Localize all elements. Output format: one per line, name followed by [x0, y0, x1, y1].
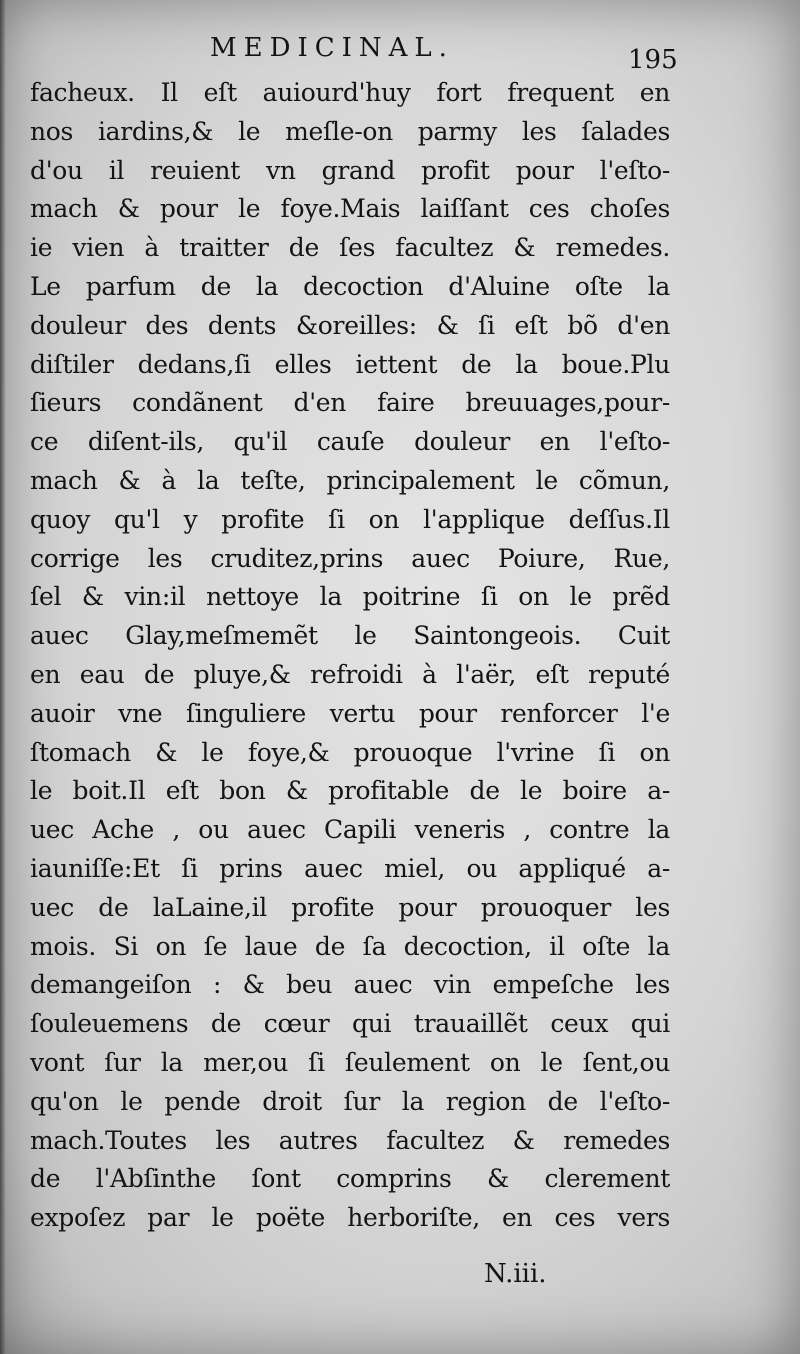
text-line: en eau de pluye,& refroidi à l'aër, eſt reputé [30, 659, 670, 689]
text-line: mach.Toutes les autres facultez & remedes [30, 1125, 670, 1155]
page-number: 195 [628, 45, 678, 75]
text-line: ſel & vin:il nettoye la poitrine ſi on le prẽd [30, 582, 670, 612]
page-header [0, 30, 800, 75]
body-text [30, 74, 670, 1238]
text-line: le boit.Il eſt bon & profitable de le boire a- [30, 776, 670, 806]
text-line: quoy qu'l y profite ſi on l'applique deſſus.Il [30, 504, 670, 534]
text-line: douleur des dents &oreilles: & ſi eſt bõ d'en [30, 310, 670, 340]
text-line: facheux. Il eſt auiourd'huy fort frequent en [30, 78, 670, 107]
signature-mark: N.iii. [484, 1259, 547, 1289]
text-line: mach & à la teſte, principalement le cõmun, [30, 465, 670, 495]
text-line: auoir vne ſinguliere vertu pour renforcer l'e [30, 698, 670, 728]
text-line: ie vien à traitter de ſes facultez & remedes. [30, 233, 670, 263]
running-title: MEDICINAL. [210, 33, 454, 63]
text-line: d'ou il reuient vn grand profit pour l'eſto- [30, 155, 670, 185]
text-line: ſieurs condãnent d'en faire breuuages,pour- [30, 388, 670, 418]
text-line: vont ſur la mer,ou ſi ſeulement on le ſent,ou [30, 1047, 670, 1077]
text-line: qu'on le pende droit ſur la region de l'eſto- [30, 1086, 670, 1116]
text-line: ſtomach & le foye,& prouoque l'vrine ſi on [30, 737, 670, 767]
text-line: uec Ache , ou auec Capili veneris , contre la [30, 815, 670, 845]
text-line: nos iardins,& le meſle-on parmy les ſalades [30, 116, 670, 146]
text-line: ſouleuemens de cœur qui trauaillẽt ceux qui [30, 1009, 670, 1039]
page-gutter-shadow [0, 0, 6, 1354]
text-line: iauniſſe:Et ſi prins auec miel, ou appliqué a- [30, 853, 670, 883]
text-line: auec Glay,meſmemẽt le Saintongeois. Cuit [30, 621, 670, 651]
text-line: uec de laLaine,il profite pour prouoquer les [30, 892, 670, 922]
text-line: mach & pour le foye.Mais laiſſant ces choſes [30, 194, 670, 224]
text-line: Le parfum de la decoction d'Aluine oſte la [30, 271, 670, 301]
text-line: expoſez par le poëte herboriſte, en ces vers [30, 1203, 670, 1233]
text-line: de l'Abſinthe ſont comprins & clerement [30, 1164, 670, 1194]
text-line: demangeiſon : & beu auec vin empeſche les [30, 970, 670, 1000]
text-line: diſtiler dedans,ſi elles iettent de la boue.Plu [30, 349, 670, 379]
text-line: mois. Si on ſe laue de ſa decoction, il oſte la [30, 931, 670, 961]
text-line: ce diſent-ils, qu'il cauſe douleur en l'eſto- [30, 427, 670, 457]
text-line: corrige les cruditez,prins auec Poiure, Rue, [30, 543, 670, 573]
